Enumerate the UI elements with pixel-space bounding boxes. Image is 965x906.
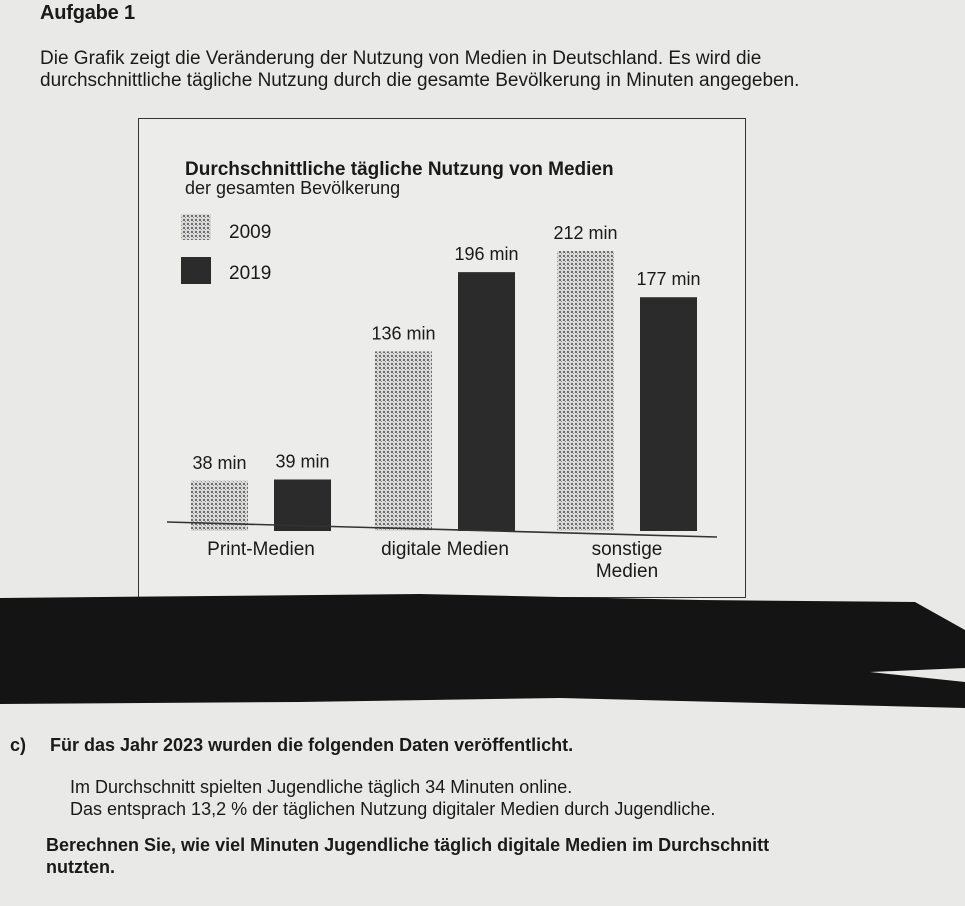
baseline (167, 522, 717, 537)
data-label-2009-1: 136 min (371, 323, 436, 344)
data-label-2019-2: 177 min (636, 269, 701, 290)
intro-line-2: durchschnittliche tägliche Nutzung durch die gesamte Bevölkerung in Minuten angegeben. (40, 70, 800, 91)
data-label-2009-2: 212 min (553, 223, 618, 243)
chart-title: Durchschnittliche tägliche Nutzung von Medien (185, 159, 614, 180)
data-label-2009-0: 38 min (192, 452, 247, 473)
media-usage-bar-chart (139, 119, 747, 599)
legend-swatch-2019 (181, 257, 211, 284)
category-labels (207, 539, 662, 582)
part-c-lead: Für das Jahr 2023 wurden die folgenden Daten veröffentlicht. (50, 735, 574, 755)
chart-subtitle: der gesamten Bevölkerung (185, 178, 401, 198)
part-c-label: c) (10, 735, 27, 755)
task-heading: Aufgabe 1 (40, 2, 135, 24)
bar-2019-0 (274, 479, 331, 531)
data-label-2019-1: 196 min (454, 244, 519, 265)
redaction-marker-stroke (0, 590, 965, 710)
bar-2019-2 (640, 297, 697, 531)
data-label-2019-0: 39 min (275, 451, 330, 472)
chart-frame (138, 118, 746, 598)
part-c-question-1: Berechnen Sie, wie viel Minuten Jugendliche täglich digitale Medien im Durchschnitt (46, 835, 770, 855)
bar-2009-2 (557, 251, 614, 531)
category-label-2-1: Medien (595, 561, 659, 582)
part-c-line-3: Das entsprach 13,2 % der täglichen Nutzung digitaler Medien durch Jugendliche. (70, 799, 716, 819)
bar-2019-1 (458, 272, 515, 531)
legend-label-2019: 2019 (229, 263, 272, 284)
bar-2009-1 (375, 351, 432, 531)
part-c-question-2: nutzten. (46, 857, 115, 877)
intro-line-1: Die Grafik zeigt die Veränderung der Nutzung von Medien in Deutschland. Es wird die (40, 48, 762, 69)
intro-text (40, 48, 920, 92)
category-label-0-0: Print-Medien (207, 539, 315, 560)
legend-label-2009: 2009 (229, 222, 272, 243)
legend-swatch-2009 (181, 214, 211, 240)
category-label-2-0: sonstige (591, 539, 663, 560)
part-c-line-2: Im Durchschnitt spielten Jugendliche täglich 34 Minuten online. (70, 777, 573, 797)
category-label-1-0: digitale Medien (381, 539, 509, 560)
